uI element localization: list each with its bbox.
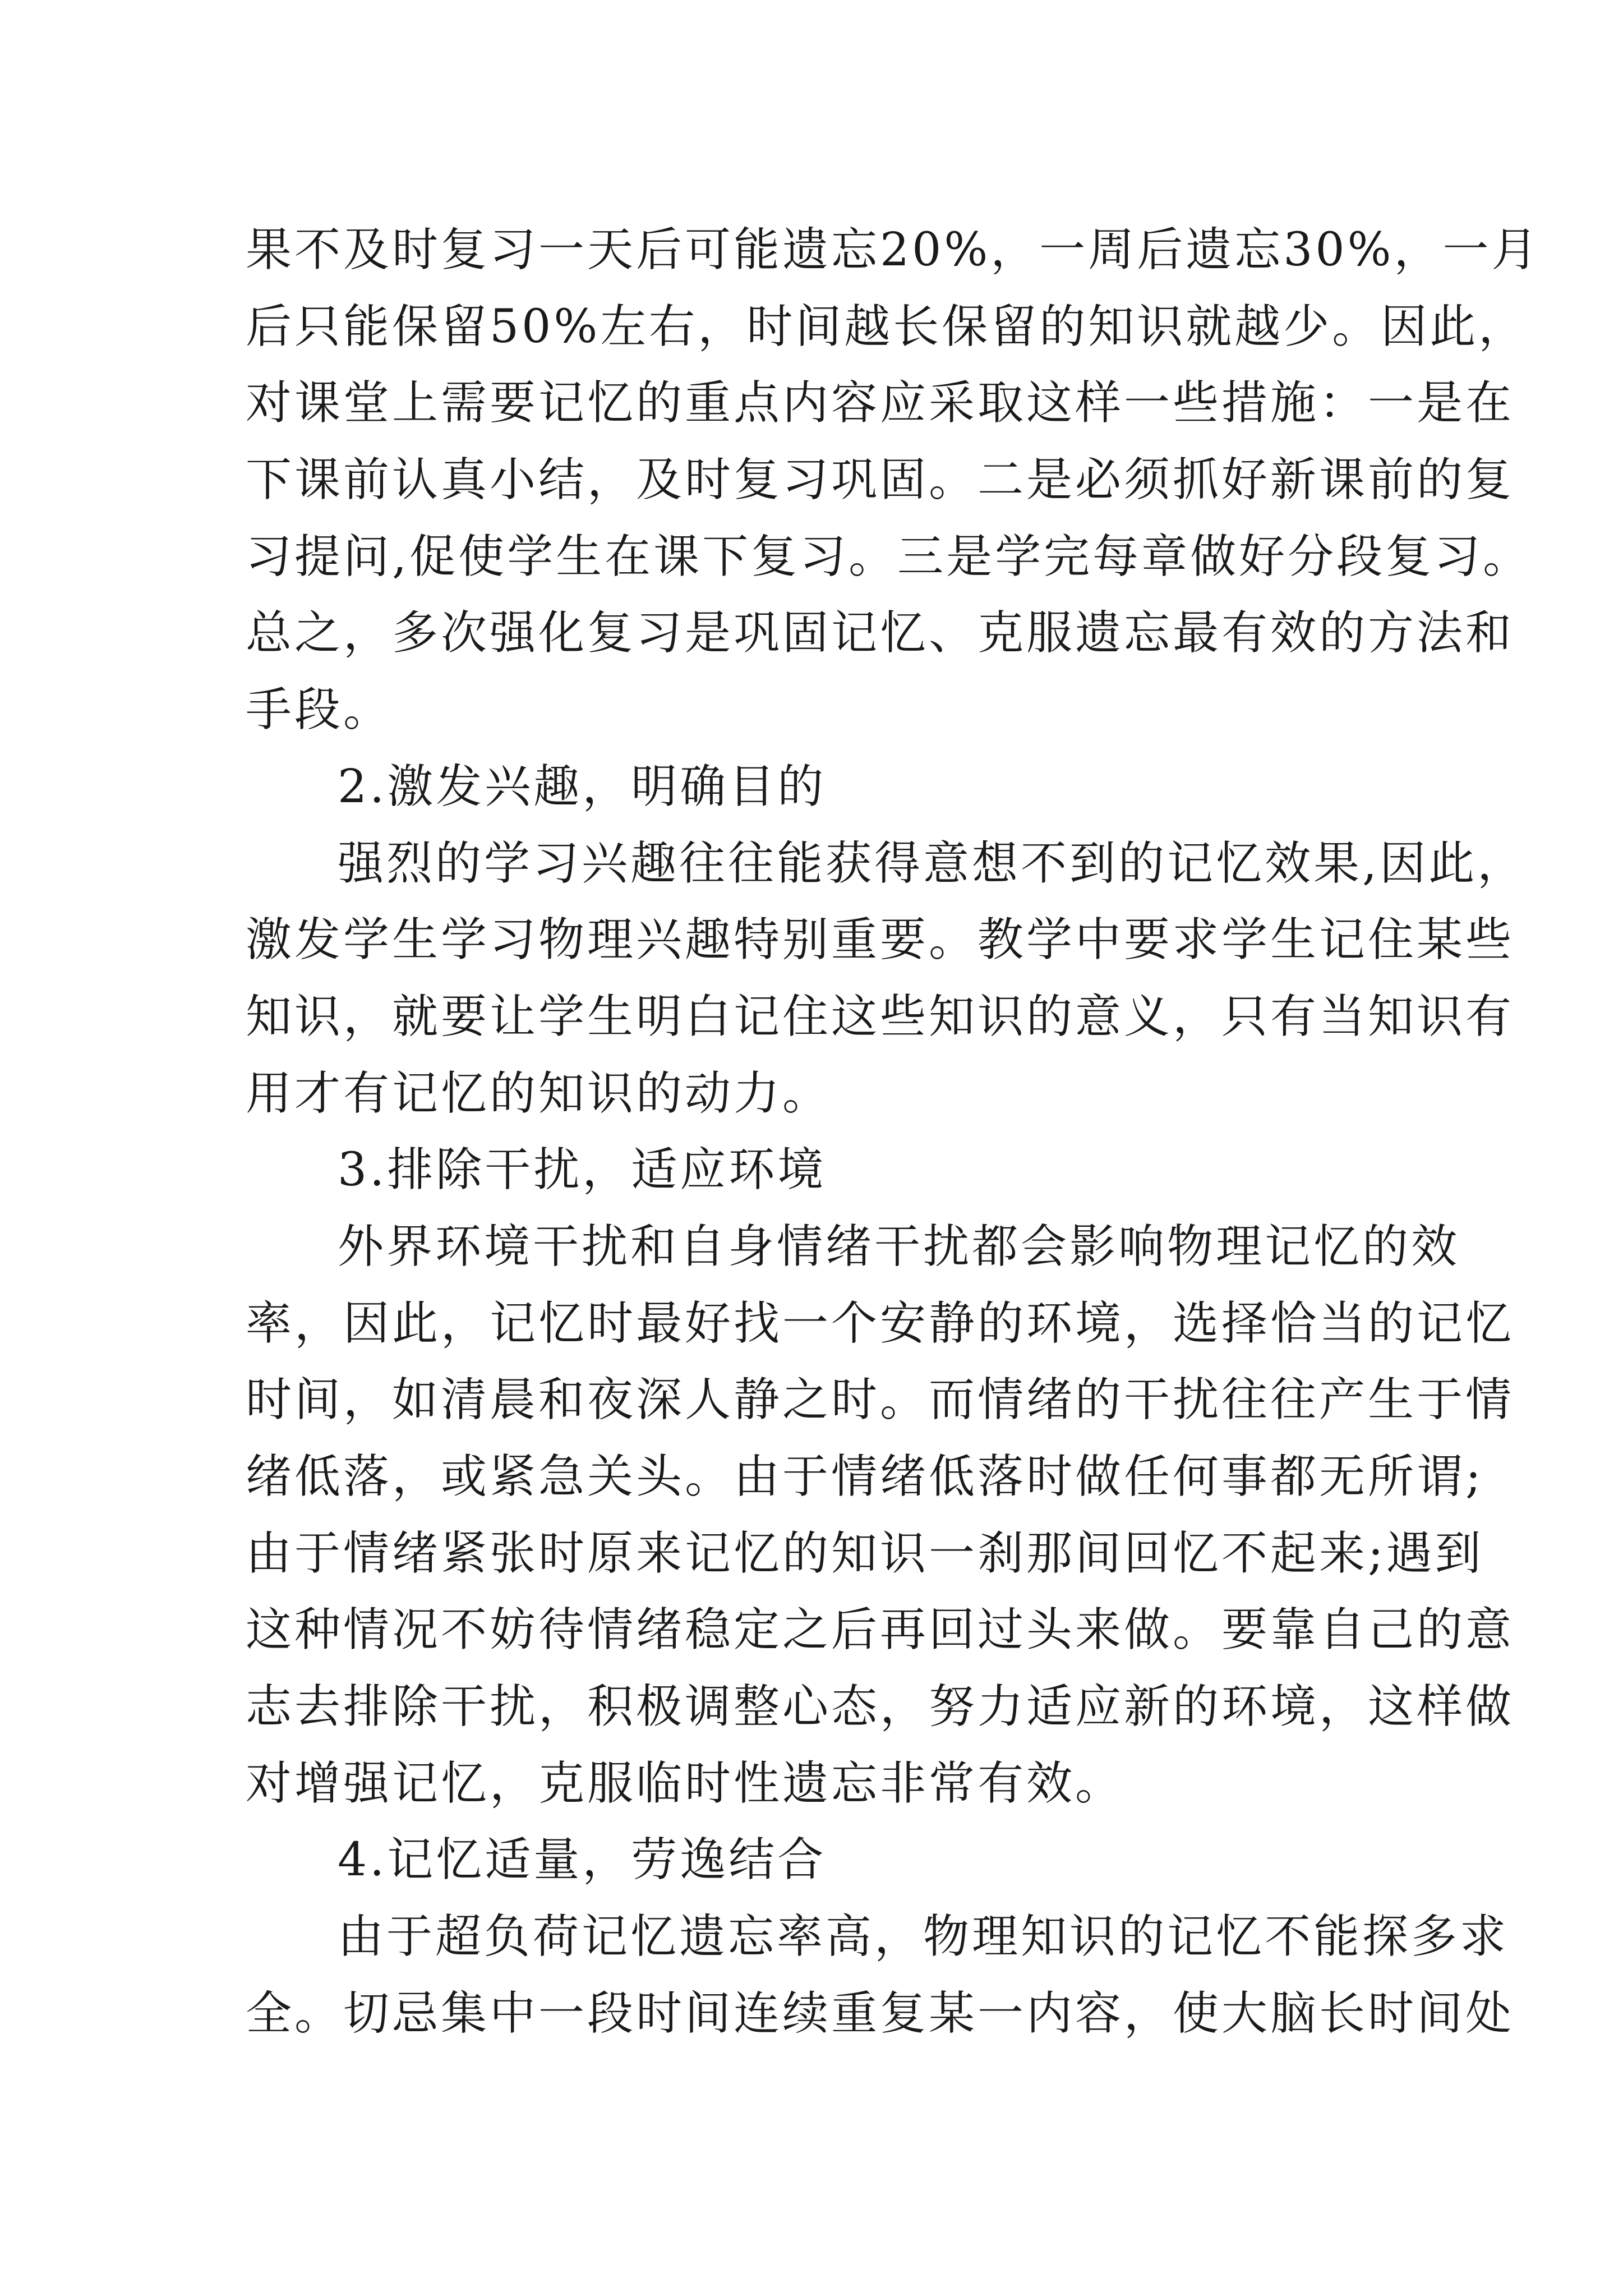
text-line: 全。切忌集中一段时间连续重复某一内容，使大脑长时间处 [246,1986,1515,2040]
text-line: 志去排除干扰，积极调整心态，努力适应新的环境，这样做 [246,1680,1515,1734]
text-line: 知识，就要让学生明白记住这些知识的意义，只有当知识有 [246,990,1515,1043]
text-line: 由于情绪紧张时原来记忆的知识一刹那间回忆不起来;遇到 [246,1526,1484,1580]
text-line: 下课前认真小结，及时复习巩固。二是必须抓好新课前的复 [246,453,1515,507]
text-line: 外界环境干扰和自身情绪干扰都会影响物理记忆的效 [338,1220,1460,1273]
text-line: 激发学生学习物理兴趣特别重要。教学中要求学生记住某些 [246,913,1515,967]
body-text [246,212,1541,2053]
section-heading: 2.激发兴趣，明确目的 [338,760,827,813]
text-line: 习提问,促使学生在课下复习。三是学完每章做好分段复习。 [246,530,1532,583]
text-line: 由于超负荷记忆遗忘率高，物理知识的记忆不能探多求 [338,1910,1509,1964]
text-line: 率，因此，记忆时最好找一个安静的环境，选择恰当的记忆 [246,1296,1515,1350]
text-line: 时间，如清晨和夜深人静之时。而情绪的干扰往往产生于情 [246,1373,1515,1427]
text-line: 后只能保留50%左右，时间越长保留的知识就越少。因此， [246,300,1528,353]
text-line: 手段。 [246,683,393,737]
section-heading: 3.排除干扰，适应环境 [338,1143,827,1197]
text-line: 果不及时复习一天后可能遗忘20%，一周后遗忘30%，一月 [246,223,1541,277]
text-line: 对增强记忆，克服临时性遗忘非常有效。 [246,1756,1124,1810]
section-heading: 4.记忆适量，劳逸结合 [338,1833,827,1887]
text-line: 绪低落，或紧急关头。由于情绪低落时做任何事都无所谓; [246,1450,1484,1503]
text-line: 强烈的学习兴趣往往能获得意想不到的记忆效果,因此， [338,836,1527,890]
text-line: 这种情况不妨待情绪稳定之后再回过头来做。要靠自己的意 [246,1603,1515,1657]
text-line: 对课堂上需要记忆的重点内容应采取这样一些措施：一是在 [246,376,1515,430]
text-line: 用才有记忆的知识的动力。 [246,1066,832,1120]
text-line: 总之，多次强化复习是巩固记忆、克服遗忘最有效的方法和 [246,606,1515,660]
